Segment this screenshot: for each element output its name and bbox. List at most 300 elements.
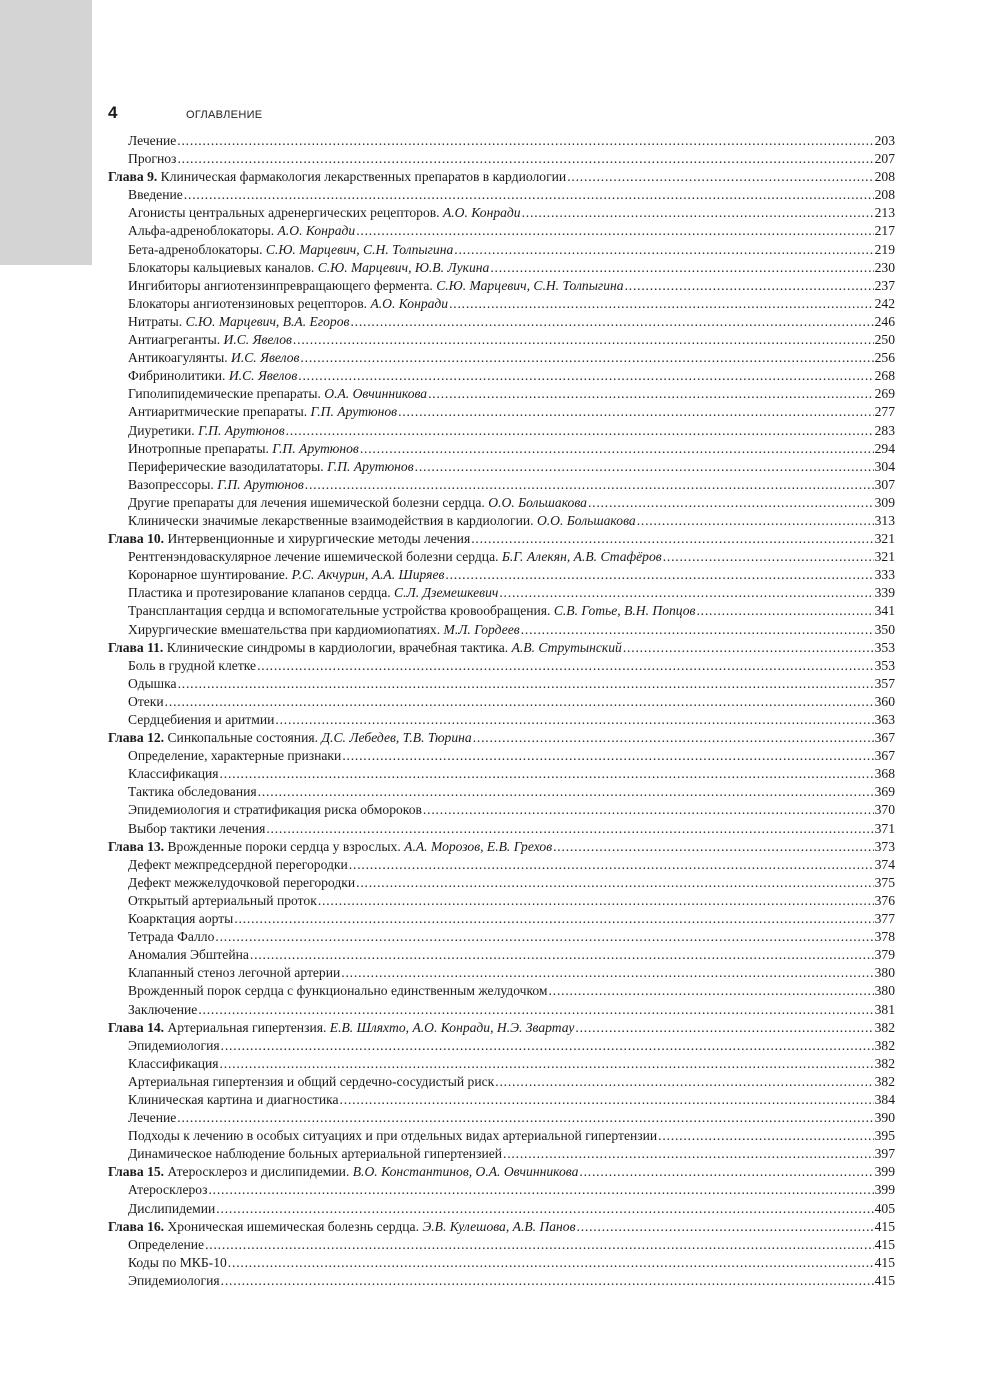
toc-section-entry[interactable] — [108, 1272, 895, 1290]
entry-title-text: Артериальная гипертензия и общий сердечно-сосудистый риск — [128, 1073, 495, 1089]
dot-leader — [220, 1055, 874, 1073]
entry-title-text: Выбор тактики лечения — [128, 820, 266, 836]
toc-section-entry[interactable] — [108, 403, 895, 421]
dot-leader — [275, 711, 873, 729]
dot-leader — [449, 295, 874, 313]
entry-title-text: Рентгенэндоваскулярное лечение ишемической болезни сердца. — [128, 549, 502, 565]
toc-section-entry[interactable] — [108, 693, 895, 711]
toc-chapter-entry[interactable] — [108, 1163, 895, 1181]
entry-title-text: Прогноз — [128, 151, 177, 167]
entry-page-number: 390 — [874, 1110, 895, 1126]
entry-page-number: 246 — [874, 313, 895, 329]
toc-entry-title — [128, 1145, 502, 1163]
toc-entry-title — [128, 1073, 494, 1091]
entry-page-number: 405 — [874, 1200, 895, 1216]
entry-title-text: Другие препараты для лечения ишемической болезни сердца. — [128, 494, 489, 510]
entry-authors: В.О. Константинов, О.А. Овчинникова — [352, 1164, 579, 1180]
entry-title-text: Нитраты. — [128, 313, 186, 329]
entry-page-number: 363 — [874, 712, 895, 727]
dot-leader — [567, 168, 873, 186]
entry-page-number: 376 — [874, 892, 895, 908]
toc-entry-title — [128, 204, 521, 222]
dot-leader — [454, 241, 873, 259]
toc-entry-title — [128, 982, 548, 1000]
chapter-label: Глава 12. — [108, 730, 165, 746]
toc-section-entry[interactable] — [108, 222, 895, 240]
toc-section-entry[interactable] — [108, 1254, 895, 1272]
dot-leader — [696, 602, 873, 620]
entry-title-text: Боль в грудной клетке — [128, 657, 257, 673]
toc-chapter-entry[interactable] — [108, 729, 895, 747]
entry-page-number: 353 — [874, 639, 895, 655]
toc-section-entry[interactable] — [108, 584, 895, 602]
toc-entry-title — [128, 856, 348, 874]
entry-authors: Г.П. Арутюнов — [327, 458, 414, 474]
entry-authors: Д.С. Лебедев, Т.В. Тюрина — [321, 730, 472, 746]
entry-authors: С.Ю. Марцевич, С.Н. Толпыгина — [436, 277, 624, 293]
toc-entry-title — [108, 168, 566, 186]
dot-leader — [250, 946, 874, 964]
entry-page-number: 384 — [874, 1091, 895, 1107]
toc-section-entry[interactable] — [108, 494, 895, 512]
entry-title-text: Динамическое наблюдение больных артериальной гипертензией — [128, 1146, 503, 1162]
toc-section-entry[interactable] — [108, 621, 895, 639]
entry-title-text: Инотропные препараты. — [128, 440, 273, 456]
toc-section-entry[interactable] — [108, 132, 895, 150]
entry-page-number: 360 — [874, 693, 895, 709]
entry-authors: Б.Г. Алекян, А.В. Стафёров — [501, 549, 662, 565]
toc-entry-title — [128, 747, 341, 765]
entry-authors: Р.С. Акчурин, А.А. Ширяев — [291, 567, 445, 583]
toc-entry-title — [108, 1163, 578, 1181]
entry-page-number: 268 — [874, 368, 895, 384]
entry-page-number: 341 — [874, 603, 895, 619]
entry-page-number: 368 — [874, 766, 895, 782]
entry-page-number: 256 — [874, 350, 895, 366]
toc-section-entry[interactable] — [108, 1109, 895, 1127]
toc-entry-title — [128, 1055, 219, 1073]
entry-title-text: Введение — [128, 187, 183, 203]
entry-title-text: Коды по МКБ-10 — [128, 1254, 227, 1270]
entry-title-text: Антиагреганты. — [128, 332, 224, 348]
dot-leader — [305, 476, 874, 494]
toc-section-entry[interactable] — [108, 747, 895, 765]
entry-title-text: Фибринолитики. — [128, 368, 229, 384]
entry-title-text: Дислипидемии — [128, 1200, 216, 1216]
toc-entry-title — [108, 729, 472, 747]
toc-section-entry[interactable] — [108, 295, 895, 313]
dot-leader — [356, 874, 873, 892]
toc-entry-title — [128, 910, 233, 928]
toc-section-entry[interactable] — [108, 1127, 895, 1145]
running-head: ОГЛАВЛЕНИЕ — [186, 109, 263, 121]
toc-entry-title — [128, 331, 292, 349]
dot-leader — [216, 1200, 873, 1218]
toc-section-entry[interactable] — [108, 602, 895, 620]
entry-page-number: 213 — [874, 205, 895, 221]
toc-section-entry[interactable] — [108, 331, 895, 349]
entry-title-text: Эпидемиология и стратификация риска обмороков — [128, 802, 422, 818]
toc-chapter-entry[interactable] — [108, 639, 895, 657]
toc-entry-title — [128, 566, 444, 584]
toc-entry-title — [128, 512, 636, 530]
toc-section-entry[interactable] — [108, 367, 895, 385]
toc-entry-title — [108, 838, 552, 856]
entry-title-text: Синкопальные состояния. — [164, 730, 322, 746]
toc-entry-title — [128, 711, 274, 729]
toc-section-entry[interactable] — [108, 349, 895, 367]
dot-leader — [495, 1073, 873, 1091]
dot-leader — [293, 331, 874, 349]
toc-entry-title — [128, 621, 520, 639]
chapter-label: Глава 15. — [108, 1164, 165, 1180]
entry-authors: А.О. Конради — [277, 223, 356, 239]
toc-section-entry[interactable] — [108, 874, 895, 892]
entry-page-number: 283 — [874, 422, 895, 438]
entry-title-text: Сердцебиения и аритмии — [128, 712, 275, 727]
toc-entry-title — [128, 458, 414, 476]
entry-title-text: Дефект межпредсердной перегородки — [128, 856, 348, 872]
entry-page-number: 371 — [874, 820, 895, 836]
toc-section-entry[interactable] — [108, 765, 895, 783]
dot-leader — [499, 584, 873, 602]
dot-leader — [298, 367, 873, 385]
toc-entry-title — [128, 820, 265, 838]
toc-section-entry[interactable] — [108, 1037, 895, 1055]
toc-entry-title — [128, 693, 164, 711]
entry-page-number: 375 — [874, 874, 895, 890]
toc-entry-title — [128, 186, 183, 204]
entry-title-text: Коарктация аорты — [128, 911, 234, 927]
entry-authors: С.Ю. Марцевич, Ю.В. Лукина — [317, 259, 490, 275]
dot-leader — [490, 259, 873, 277]
entry-page-number: 377 — [874, 911, 895, 927]
dot-leader — [177, 150, 873, 168]
entry-authors: А.В. Струтынский — [511, 639, 622, 655]
entry-title-text: Классификация — [128, 766, 219, 782]
entry-title-text: Периферические вазодилататоры. — [128, 458, 328, 474]
toc-entry-title — [128, 1091, 339, 1109]
entry-page-number: 321 — [874, 531, 895, 547]
entry-title-text: Клиническая картина и диагностика — [128, 1091, 339, 1107]
entry-title-text: Открытый артериальный проток — [128, 892, 317, 908]
toc-section-entry[interactable] — [108, 1181, 895, 1199]
dot-leader — [300, 349, 873, 367]
entry-page-number: 382 — [874, 1037, 895, 1053]
dot-leader — [286, 422, 874, 440]
dot-leader — [178, 675, 874, 693]
toc-section-entry[interactable] — [108, 801, 895, 819]
toc-entry-title — [128, 132, 176, 150]
entry-page-number: 370 — [874, 802, 895, 818]
entry-page-number: 237 — [874, 277, 895, 293]
entry-authors: Э.В. Кулешова, А.В. Панов — [422, 1218, 576, 1234]
toc-entry-title — [108, 530, 470, 548]
toc-entry-title — [128, 675, 177, 693]
toc-entry-title — [128, 1127, 657, 1145]
dot-leader — [318, 892, 874, 910]
entry-page-number: 217 — [874, 223, 895, 239]
toc-chapter-entry[interactable] — [108, 168, 895, 186]
entry-authors: Г.П. Арутюнов — [198, 422, 285, 438]
entry-title-text: Агонисты центральных адренергических рецепторов. — [128, 205, 443, 221]
entry-page-number: 208 — [874, 187, 895, 203]
entry-authors: М.Л. Гордеев — [443, 621, 520, 637]
entry-title-text: Интервенционные и хирургические методы лечения — [164, 531, 471, 547]
entry-title-text: Аномалия Эбштейна — [128, 947, 249, 963]
chapter-label: Глава 13. — [108, 838, 165, 854]
entry-title-text: Ингибиторы ангиотензинпревращающего фермента. — [128, 277, 437, 293]
entry-title-text: Клапанный стеноз легочной артерии — [128, 965, 341, 981]
entry-authors: О.О. Большакова — [488, 494, 587, 510]
toc-section-entry[interactable] — [108, 458, 895, 476]
entry-page-number: 277 — [874, 404, 895, 420]
toc-section-entry[interactable] — [108, 385, 895, 403]
toc-entry-title — [128, 313, 349, 331]
dot-leader — [356, 222, 873, 240]
entry-title-text: Вазопрессоры. — [128, 476, 218, 492]
entry-page-number: 269 — [874, 386, 895, 402]
toc-chapter-entry[interactable] — [108, 1019, 895, 1037]
toc-section-entry[interactable] — [108, 1091, 895, 1109]
entry-title-text: Определение, характерные признаки — [128, 748, 342, 764]
toc-section-entry[interactable] — [108, 259, 895, 277]
dot-leader — [473, 729, 874, 747]
entry-title-text: Антикоагулянты. — [128, 350, 232, 366]
entry-title-text: Пластика и протезирование клапанов сердца. — [128, 585, 395, 601]
entry-authors: Е.В. Шляхто, А.О. Конради, Н.Э. Звартау — [329, 1019, 575, 1035]
toc-section-entry[interactable] — [108, 657, 895, 675]
toc-section-entry[interactable] — [108, 711, 895, 729]
entry-title-text: Клинические синдромы в кардиологии, врачебная тактика. — [163, 639, 512, 655]
dot-leader — [471, 530, 873, 548]
toc-section-entry[interactable] — [108, 241, 895, 259]
dot-leader — [215, 928, 873, 946]
entry-title-text: Атеросклероз и дислипидемии. — [164, 1164, 353, 1180]
toc-section-entry[interactable] — [108, 204, 895, 222]
toc-entry-title — [128, 946, 249, 964]
dot-leader — [521, 621, 874, 639]
toc-entry-title — [128, 422, 285, 440]
toc-section-entry[interactable] — [108, 566, 895, 584]
toc-entry-title — [128, 385, 427, 403]
toc-section-entry[interactable] — [108, 820, 895, 838]
toc-entry-title — [128, 476, 304, 494]
dot-leader — [579, 1163, 873, 1181]
toc-chapter-entry[interactable] — [108, 838, 895, 856]
toc-section-entry[interactable] — [108, 928, 895, 946]
entry-authors: И.С. Явелов — [228, 368, 298, 384]
entry-page-number: 242 — [874, 295, 895, 311]
toc-section-entry[interactable] — [108, 946, 895, 964]
dot-leader — [663, 548, 874, 566]
toc-entry-title — [128, 295, 448, 313]
entry-authors: С.Ю. Марцевич, В.А. Егоров — [185, 313, 350, 329]
dot-leader — [342, 747, 873, 765]
toc-section-entry[interactable] — [108, 892, 895, 910]
toc-entry-title — [128, 548, 662, 566]
toc-chapter-entry[interactable] — [108, 1218, 895, 1236]
entry-title-text: Тактика обследования — [128, 784, 257, 800]
dot-leader — [575, 1019, 873, 1037]
dot-leader — [184, 186, 874, 204]
toc-entry-title — [128, 1181, 207, 1199]
entry-page-number: 313 — [874, 512, 895, 528]
toc-section-entry[interactable] — [108, 1236, 895, 1254]
toc-chapter-entry[interactable] — [108, 530, 895, 548]
entry-page-number: 380 — [874, 965, 895, 981]
dot-leader — [415, 458, 874, 476]
entry-page-number: 374 — [874, 856, 895, 872]
toc-entry-title — [128, 874, 355, 892]
chapter-label: Глава 14. — [108, 1019, 165, 1035]
toc-section-entry[interactable] — [108, 512, 895, 530]
entry-title-text: Гиполипидемические препараты. — [128, 386, 325, 402]
toc-entry-title — [128, 259, 489, 277]
dot-leader — [553, 838, 874, 856]
toc-section-entry[interactable] — [108, 476, 895, 494]
toc-section-entry[interactable] — [108, 856, 895, 874]
entry-title-text: Коронарное шунтирование. — [128, 567, 292, 583]
toc-section-entry[interactable] — [108, 1001, 895, 1019]
entry-title-text: Диуретики. — [128, 422, 199, 438]
toc-section-entry[interactable] — [108, 783, 895, 801]
dot-leader — [220, 765, 874, 783]
entry-page-number: 415 — [874, 1272, 895, 1288]
entry-page-number: 369 — [874, 784, 895, 800]
dot-leader — [658, 1127, 873, 1145]
entry-title-text: Клиническая фармакология лекарственных препаратов в кардиологии — [157, 169, 567, 185]
entry-page-number: 380 — [874, 983, 895, 999]
dot-leader — [340, 1091, 874, 1109]
toc-section-entry[interactable] — [108, 277, 895, 295]
entry-authors: А.О. Конради — [370, 295, 449, 311]
dot-leader — [208, 1181, 873, 1199]
toc-entry-title — [128, 1037, 220, 1055]
toc-section-entry[interactable] — [108, 982, 895, 1000]
entry-page-number: 203 — [874, 133, 895, 148]
dot-leader — [177, 1109, 873, 1127]
entry-page-number: 321 — [874, 549, 895, 565]
toc-section-entry[interactable] — [108, 1200, 895, 1218]
entry-title-text: Хирургические вмешательства при кардиомиопатиях. — [128, 621, 444, 637]
dot-leader — [637, 512, 874, 530]
toc-entry-title — [128, 367, 297, 385]
entry-title-text: Врожденные пороки сердца у взрослых. — [164, 838, 405, 854]
entry-page-number: 399 — [874, 1164, 895, 1180]
toc-section-entry[interactable] — [108, 1145, 895, 1163]
entry-title-text: Заключение — [128, 1001, 198, 1017]
entry-page-number: 373 — [874, 838, 895, 854]
toc-section-entry[interactable] — [108, 964, 895, 982]
dot-leader — [423, 801, 874, 819]
entry-page-number: 382 — [874, 1019, 895, 1035]
entry-title-text: Клинически значимые лекарственные взаимодействия в кардиологии. — [128, 512, 537, 528]
toc-section-entry[interactable] — [108, 422, 895, 440]
entry-authors: С.Л. Дземешкевич — [394, 585, 499, 601]
dot-leader — [398, 403, 874, 421]
entry-page-number: 207 — [874, 151, 895, 167]
chapter-label: Глава 9. — [108, 169, 158, 185]
toc-section-entry[interactable] — [108, 1073, 895, 1091]
entry-title-text: Атеросклероз — [128, 1182, 208, 1198]
dot-leader — [522, 204, 874, 222]
chapter-label: Глава 16. — [108, 1218, 165, 1234]
toc-entry-title — [128, 602, 695, 620]
dot-leader — [588, 494, 874, 512]
toc-section-entry[interactable] — [108, 675, 895, 693]
dot-leader — [165, 693, 874, 711]
entry-page-number: 294 — [874, 440, 895, 456]
toc-entry-title — [128, 403, 397, 421]
entry-authors: И.С. Явелов — [231, 350, 300, 366]
dot-leader — [266, 820, 873, 838]
entry-page-number: 415 — [874, 1218, 895, 1234]
entry-page-number: 381 — [874, 1001, 895, 1017]
entry-page-number: 208 — [874, 169, 895, 185]
toc-entry-title — [128, 1236, 204, 1254]
toc-section-entry[interactable] — [108, 313, 895, 331]
entry-title-text: Антиаритмические препараты. — [128, 404, 311, 420]
toc-entry-title — [128, 1254, 227, 1272]
chapter-label: Глава 11. — [108, 639, 164, 655]
entry-title-text: Отеки — [128, 693, 164, 709]
toc-section-entry[interactable] — [108, 440, 895, 458]
entry-page-number: 367 — [874, 730, 895, 746]
dot-leader — [625, 277, 874, 295]
entry-page-number: 219 — [874, 241, 895, 257]
entry-title-text: Блокаторы ангиотензиновых рецепторов. — [128, 295, 371, 311]
entry-page-number: 307 — [874, 476, 895, 492]
toc-section-entry[interactable] — [108, 1055, 895, 1073]
entry-page-number: 415 — [874, 1254, 895, 1270]
toc-section-entry[interactable] — [108, 186, 895, 204]
entry-title-text: Лечение — [128, 133, 177, 148]
toc-entry-title — [128, 928, 214, 946]
dot-leader — [221, 1272, 874, 1290]
toc-section-entry[interactable] — [108, 150, 895, 168]
dot-leader — [205, 1236, 874, 1254]
toc-entry-title — [128, 241, 453, 259]
dot-leader — [228, 1254, 874, 1272]
entry-page-number: 357 — [874, 675, 895, 691]
entry-page-number: 367 — [874, 748, 895, 764]
toc-entry-title — [128, 964, 340, 982]
toc-entry-title — [128, 1109, 176, 1127]
toc-section-entry[interactable] — [108, 548, 895, 566]
chapter-label: Глава 10. — [108, 531, 165, 547]
toc-section-entry[interactable] — [108, 910, 895, 928]
toc-entry-title — [128, 1200, 215, 1218]
dot-leader — [577, 1218, 874, 1236]
toc-entry-title — [108, 639, 622, 657]
dot-leader — [428, 385, 874, 403]
toc-entry-title — [128, 801, 422, 819]
toc-entry-title — [108, 1019, 574, 1037]
entry-page-number: 395 — [874, 1128, 895, 1144]
entry-title-text: Определение — [128, 1236, 205, 1252]
toc-entry-title — [128, 584, 498, 602]
entry-title-text: Блокаторы кальциевых каналов. — [128, 259, 318, 275]
entry-title-text: Альфа-адреноблокаторы. — [128, 223, 278, 239]
entry-authors: С.В. Готье, В.Н. Попцов — [553, 603, 696, 619]
toc-entry-title — [128, 349, 299, 367]
toc-entry-title — [128, 892, 317, 910]
entry-page-number: 382 — [874, 1055, 895, 1071]
entry-authors: Г.П. Арутюнов — [217, 476, 304, 492]
toc-entry-title — [128, 440, 359, 458]
entry-authors: Г.П. Арутюнов — [310, 404, 398, 420]
